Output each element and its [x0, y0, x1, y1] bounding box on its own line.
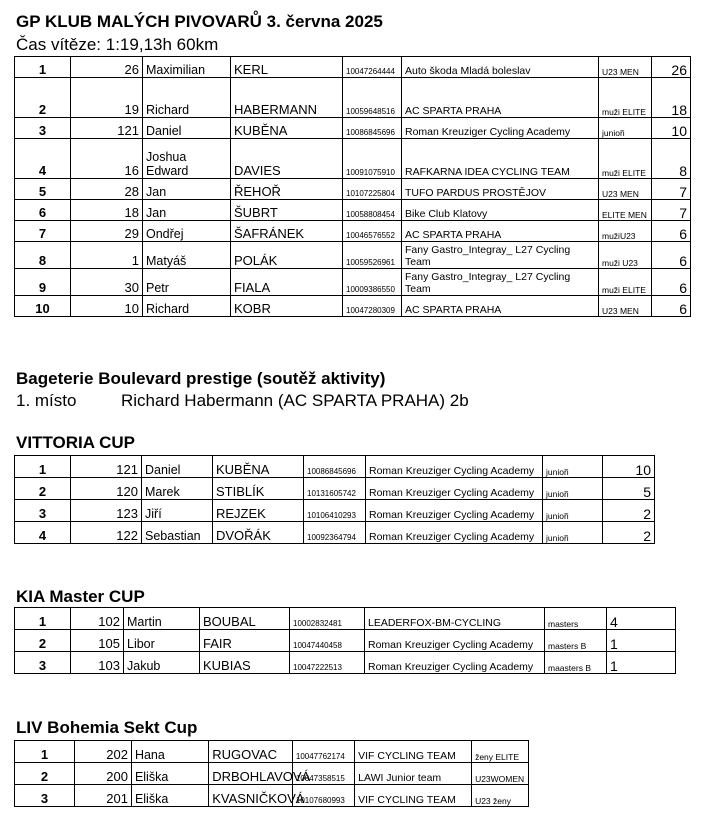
vittoria-table — [14, 455, 655, 544]
team-cell: Roman Kreuziger Cycling Academy — [366, 500, 543, 522]
team-cell: Fany Gastro_Integray_ L27 Cycling Team — [402, 269, 599, 296]
bib-number-cell: 103 — [71, 652, 124, 674]
category-cell: U23 MEN — [599, 296, 652, 317]
result-row — [15, 785, 529, 807]
last-name-cell: STIBLÍK — [213, 478, 304, 500]
license-cell: 10047358515 — [292, 763, 354, 785]
bib-number-cell: 123 — [71, 500, 142, 522]
last-name-cell: ŘEHOŘ — [231, 179, 343, 200]
license-cell: 10086845696 — [304, 456, 366, 478]
points-cell: 2 — [603, 500, 655, 522]
points-cell: 26 — [652, 57, 691, 78]
license-cell: 10059526961 — [343, 242, 402, 269]
team-cell: AC SPARTA PRAHA — [402, 78, 599, 118]
last-name-cell: KUBĚNA — [231, 118, 343, 139]
bib-number-cell: 200 — [75, 763, 132, 785]
points-cell: 7 — [652, 200, 691, 221]
license-cell: 10107225804 — [343, 179, 402, 200]
result-row — [15, 500, 655, 522]
team-cell: Roman Kreuziger Cycling Academy — [402, 118, 599, 139]
rank-cell: 1 — [15, 456, 71, 478]
rank-cell: 7 — [15, 221, 71, 242]
category-cell: masters — [545, 608, 607, 630]
category-cell: U23 MEN — [599, 179, 652, 200]
rank-cell: 1 — [15, 608, 71, 630]
bib-number-cell: 30 — [71, 269, 143, 296]
license-cell: 10091075910 — [343, 139, 402, 179]
bib-number-cell: 18 — [71, 200, 143, 221]
team-cell: Roman Kreuziger Cycling Academy — [366, 456, 543, 478]
last-name-cell: HABERMANN — [231, 78, 343, 118]
license-cell: 10047264444 — [343, 57, 402, 78]
team-cell: LEADERFOX-BM-CYCLING — [365, 608, 545, 630]
rank-cell: 9 — [15, 269, 71, 296]
category-cell: muži ELITE — [599, 269, 652, 296]
license-cell: 10059648516 — [343, 78, 402, 118]
bib-number-cell: 201 — [75, 785, 132, 807]
rank-cell: 10 — [15, 296, 71, 317]
first-name-cell: Petr — [143, 269, 231, 296]
rank-cell: 1 — [15, 57, 71, 78]
category-cell: junioři — [543, 500, 603, 522]
team-cell: VIF CYCLING TEAM — [355, 785, 472, 807]
first-name-cell: Daniel — [143, 118, 231, 139]
team-cell: Bike Club Klatovy — [402, 200, 599, 221]
points-cell: 1 — [607, 630, 676, 652]
last-name-cell: KUBIAS — [200, 652, 290, 674]
last-name-cell: FAIR — [200, 630, 290, 652]
result-row — [15, 221, 691, 242]
license-cell: 10106410293 — [304, 500, 366, 522]
first-name-cell: Jan — [143, 179, 231, 200]
result-row — [15, 522, 655, 544]
category-cell: U23 ženy — [472, 785, 529, 807]
liv-title: LIV Bohemia Sekt Cup — [16, 718, 198, 737]
license-cell: 10131605742 — [304, 478, 366, 500]
last-name-cell: POLÁK — [231, 242, 343, 269]
result-row — [15, 118, 691, 139]
rank-cell: 3 — [15, 118, 71, 139]
category-cell: U23WOMEN — [472, 763, 529, 785]
result-row — [15, 630, 676, 652]
license-cell: 10047762174 — [292, 741, 354, 763]
category-cell: masters B — [545, 630, 607, 652]
bib-number-cell: 10 — [71, 296, 143, 317]
last-name-cell: KOBR — [231, 296, 343, 317]
category-cell: mužiU23 — [599, 221, 652, 242]
team-cell: RAFKARNA IDEA CYCLING TEAM — [402, 139, 599, 179]
bib-number-cell: 102 — [71, 608, 124, 630]
kia-title: KIA Master CUP — [16, 587, 145, 606]
result-row — [15, 57, 691, 78]
license-cell: 10092364794 — [304, 522, 366, 544]
last-name-cell: ŠUBRT — [231, 200, 343, 221]
rank-cell: 2 — [15, 630, 71, 652]
bib-number-cell: 16 — [71, 139, 143, 179]
rank-cell: 6 — [15, 200, 71, 221]
points-cell: 8 — [652, 139, 691, 179]
bageterie-place: 1. místo — [16, 391, 77, 410]
last-name-cell: DVOŘÁK — [213, 522, 304, 544]
team-cell: TUFO PARDUS PROSTĚJOV — [402, 179, 599, 200]
team-cell: Auto škoda Mladá boleslav — [402, 57, 599, 78]
bib-number-cell: 28 — [71, 179, 143, 200]
first-name-cell: Libor — [124, 630, 200, 652]
last-name-cell: KERL — [231, 57, 343, 78]
race-title: GP KLUB MALÝCH PIVOVARŮ 3. června 2025 — [16, 12, 383, 31]
rank-cell: 4 — [15, 139, 71, 179]
race-results-table — [14, 56, 691, 317]
category-cell: junioři — [543, 522, 603, 544]
result-row — [15, 78, 691, 118]
result-row — [15, 200, 691, 221]
first-name-cell: Jakub — [124, 652, 200, 674]
category-cell: junioři — [543, 456, 603, 478]
vittoria-title: VITTORIA CUP — [16, 433, 136, 452]
rank-cell: 4 — [15, 522, 71, 544]
license-cell: 10047222513 — [290, 652, 365, 674]
team-cell: VIF CYCLING TEAM — [355, 741, 472, 763]
rank-cell: 3 — [15, 652, 71, 674]
result-row — [15, 456, 655, 478]
bib-number-cell: 26 — [71, 57, 143, 78]
category-cell: junioři — [599, 118, 652, 139]
last-name-cell: BOUBAL — [200, 608, 290, 630]
bib-number-cell: 202 — [75, 741, 132, 763]
result-row — [15, 652, 676, 674]
bib-number-cell: 121 — [71, 118, 143, 139]
points-cell: 18 — [652, 78, 691, 118]
license-cell: 10086845696 — [343, 118, 402, 139]
points-cell: 5 — [603, 478, 655, 500]
license-cell: 10047440458 — [290, 630, 365, 652]
team-cell: AC SPARTA PRAHA — [402, 221, 599, 242]
rank-cell: 3 — [15, 500, 71, 522]
kia-table — [14, 607, 676, 674]
last-name-cell: REJZEK — [213, 500, 304, 522]
points-cell: 2 — [603, 522, 655, 544]
team-cell: Roman Kreuziger Cycling Academy — [365, 652, 545, 674]
points-cell: 6 — [652, 296, 691, 317]
result-row — [15, 741, 529, 763]
bib-number-cell: 19 — [71, 78, 143, 118]
team-cell: AC SPARTA PRAHA — [402, 296, 599, 317]
bageterie-winner: Richard Habermann (AC SPARTA PRAHA) 2b — [121, 391, 469, 410]
result-row — [15, 608, 676, 630]
last-name-cell: KUBĚNA — [213, 456, 304, 478]
rank-cell: 5 — [15, 179, 71, 200]
liv-table — [14, 740, 529, 807]
result-row — [15, 763, 529, 785]
first-name-cell: Richard — [143, 296, 231, 317]
team-cell: Fany Gastro_Integray_ L27 Cycling Team — [402, 242, 599, 269]
team-cell: Roman Kreuziger Cycling Academy — [366, 478, 543, 500]
rank-cell: 3 — [15, 785, 75, 807]
result-row — [15, 179, 691, 200]
category-cell: maasters B — [545, 652, 607, 674]
result-row — [15, 269, 691, 296]
license-cell: 10009386550 — [343, 269, 402, 296]
bib-number-cell: 29 — [71, 221, 143, 242]
first-name-cell: Eliška — [131, 763, 208, 785]
points-cell: 6 — [652, 221, 691, 242]
points-cell: 7 — [652, 179, 691, 200]
last-name-cell: RUGOVAC — [209, 741, 293, 763]
first-name-cell: Richard — [143, 78, 231, 118]
first-name-cell: Martin — [124, 608, 200, 630]
rank-cell: 2 — [15, 763, 75, 785]
first-name-cell: Daniel — [142, 456, 213, 478]
team-cell: Roman Kreuziger Cycling Academy — [366, 522, 543, 544]
bib-number-cell: 121 — [71, 456, 142, 478]
category-cell: junioři — [543, 478, 603, 500]
license-cell: 10002832481 — [290, 608, 365, 630]
last-name-cell: DAVIES — [231, 139, 343, 179]
bageterie-title: Bageterie Boulevard prestige (soutěž aktivity) — [16, 369, 386, 388]
points-cell: 4 — [607, 608, 676, 630]
result-row — [15, 242, 691, 269]
category-cell: muži ELITE — [599, 139, 652, 179]
category-cell: muži U23 — [599, 242, 652, 269]
rank-cell: 2 — [15, 478, 71, 500]
last-name-cell: FIALA — [231, 269, 343, 296]
bib-number-cell: 105 — [71, 630, 124, 652]
first-name-cell: Maximilian — [143, 57, 231, 78]
last-name-cell: KVASNIČKOVÁ — [209, 785, 293, 807]
license-cell: 10046576552 — [343, 221, 402, 242]
team-cell: LAWI Junior team — [355, 763, 472, 785]
license-cell: 10047280309 — [343, 296, 402, 317]
license-cell: 10058808454 — [343, 200, 402, 221]
first-name-cell: Ondřej — [143, 221, 231, 242]
bib-number-cell: 1 — [71, 242, 143, 269]
license-cell: 10107680993 — [292, 785, 354, 807]
category-cell: U23 MEN — [599, 57, 652, 78]
first-name-cell: Joshua Edward — [143, 139, 231, 179]
team-cell: Roman Kreuziger Cycling Academy — [365, 630, 545, 652]
bib-number-cell: 120 — [71, 478, 142, 500]
last-name-cell: ŠAFRÁNEK — [231, 221, 343, 242]
category-cell: muži ELITE — [599, 78, 652, 118]
points-cell: 1 — [607, 652, 676, 674]
category-cell: ženy ELITE — [472, 741, 529, 763]
category-cell: ELITE MEN — [599, 200, 652, 221]
points-cell: 6 — [652, 242, 691, 269]
first-name-cell: Hana — [131, 741, 208, 763]
result-row — [15, 296, 691, 317]
rank-cell: 1 — [15, 741, 75, 763]
first-name-cell: Marek — [142, 478, 213, 500]
bib-number-cell: 122 — [71, 522, 142, 544]
result-row — [15, 139, 691, 179]
first-name-cell: Jan — [143, 200, 231, 221]
rank-cell: 2 — [15, 78, 71, 118]
points-cell: 6 — [652, 269, 691, 296]
result-row — [15, 478, 655, 500]
points-cell: 10 — [652, 118, 691, 139]
race-subtitle: Čas vítěze: 1:19,13h 60km — [16, 35, 219, 54]
first-name-cell: Matyáš — [143, 242, 231, 269]
points-cell: 10 — [603, 456, 655, 478]
last-name-cell: DRBOHLAVOVÁ — [209, 763, 293, 785]
first-name-cell: Jiří — [142, 500, 213, 522]
first-name-cell: Sebastian — [142, 522, 213, 544]
rank-cell: 8 — [15, 242, 71, 269]
first-name-cell: Eliška — [131, 785, 208, 807]
